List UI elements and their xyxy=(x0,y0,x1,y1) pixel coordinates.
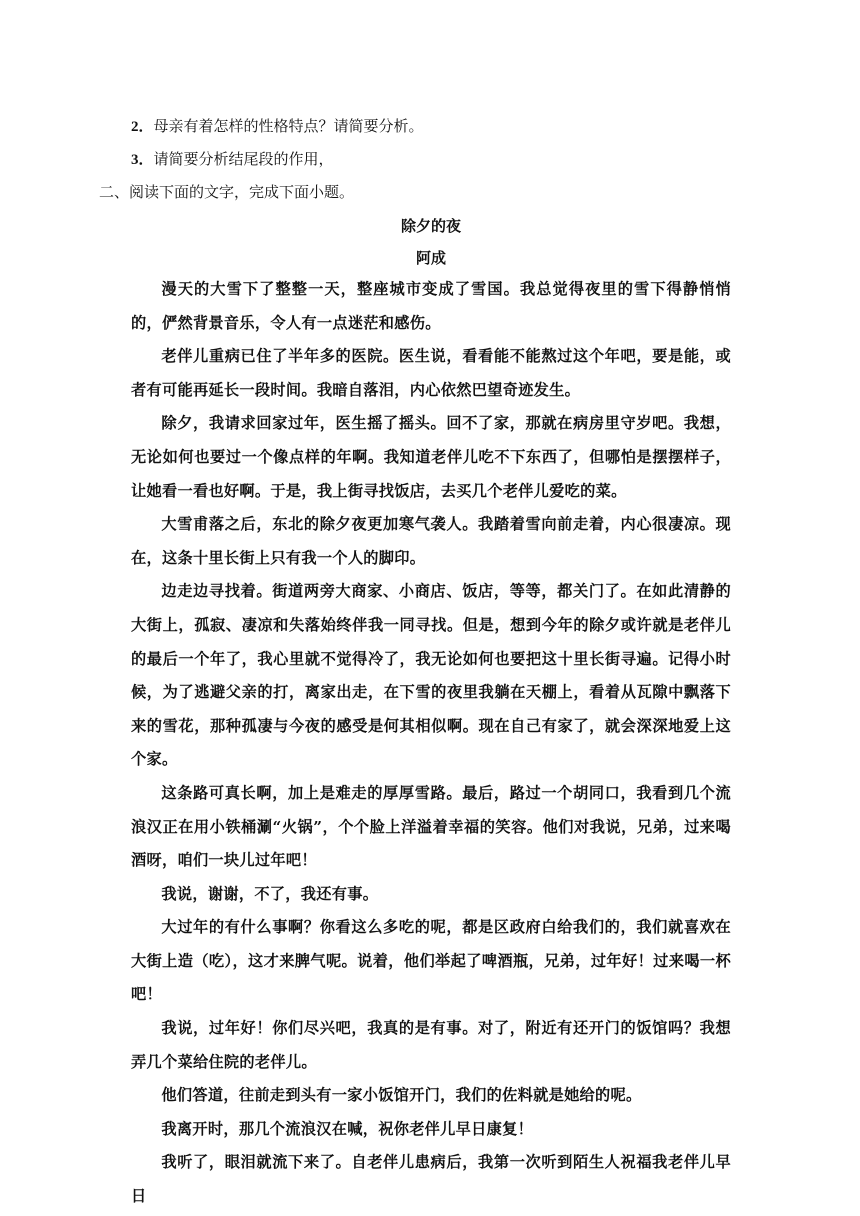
question-3 xyxy=(131,143,731,176)
section-heading: 二、阅读下面的文字，完成下面小题。 xyxy=(99,183,355,201)
question-3-number: 3． xyxy=(131,152,154,168)
article-paragraph-1: 漫天的大雪下了整整一天，整座城市变成了雪国。我总觉得夜里的雪下得静悄悄的，俨然背景音乐，令人有一点迷茫和感伤。 xyxy=(131,280,731,332)
article-paragraph-7: 我说，谢谢，不了，我还有事。 xyxy=(161,884,379,903)
article-paragraph-9: 我说，过年好！你们尽兴吧，我真的是有事。对了，附近有还开门的饭馆吗？我想弄几个菜给住院的老伴儿。 xyxy=(131,1019,731,1071)
article-paragraph-5: 边走边寻找着。街道两旁大商家、小商店、饭店，等等，都关门了。在如此清静的大街上，孤寂、凄凉和失落始终伴我一同寻找。但是，想到今年的除夕或许就是老伴儿的最后一个年了，我心里就不觉得冷了，我无论如何也要把这十里长街寻遍。记得小时候，为了逃避父亲的打，离家出走，在下雪的夜里我躺在天棚上，看着从瓦隙中飘落下来的雪花，那种孤凄与今夜的感受是何其相似啊。现在自己有家了，就会深深地爱上这个家。 xyxy=(131,582,731,769)
article-paragraph-6: 这条路可真长啊，加上是难走的厚厚雪路。最后，路过一个胡同口，我看到几个流浪汉正在用小铁桶涮“火锅”，个个脸上洋溢着幸福的笑容。他们对我说，兄弟，过来喝酒呀，咱们一块儿过年吧！ xyxy=(131,783,731,870)
question-3-text: 请简要分析结尾段的作用， xyxy=(153,150,334,168)
article-paragraph-11: 我离开时，那几个流浪汉在喊，祝你老伴儿早日康复！ xyxy=(161,1119,534,1138)
document-content xyxy=(99,110,731,1214)
article-paragraph-2: 老伴儿重病已住了半年多的医院。医生说，看看能不能熬过这个年吧，要是能，或者有可能再延长一段时间。我暗自落泪，内心依然巴望奇迹发生。 xyxy=(131,347,731,399)
article-paragraph-4: 大雪甫落之后，东北的除夕夜更加寒气袭人。我踏着雪向前走着，内心很凄凉。现在，这条十里长街上只有我一个人的脚印。 xyxy=(131,515,731,567)
article-paragraph-10: 他们答道，往前走到头有一家小饭馆开门，我们的佐料就是她给的呢。 xyxy=(161,1086,642,1105)
question-2 xyxy=(131,110,731,143)
article-paragraph-8: 大过年的有什么事啊？你看这么多吃的呢，都是区政府白给我们的，我们就喜欢在大街上造（吃），这才来脾气呢。说着，他们举起了啤酒瓶，兄弟，过年好！过来喝一杯吧！ xyxy=(131,918,731,1004)
question-2-text: 母亲有着怎样的性格特点？请简要分析。 xyxy=(153,117,424,135)
article-author: 阿成 xyxy=(415,249,446,267)
article-paragraph-12: 我听了，眼泪就流下来了。自老伴儿患病后，我第一次听到陌生人祝福我老伴儿早日 xyxy=(131,1153,731,1206)
article-title: 除夕的夜 xyxy=(400,217,461,235)
article-paragraph-3: 除夕，我请求回家过年，医生摇了摇头。回不了家，那就在病房里守岁吧。我想，无论如何也要过一个像点样的年啊。我知道老伴儿吃不下东西了，但哪怕是摆摆样子，让她看一看也好啊。于是，我上街寻找饭店，去买几个老伴儿爱吃的菜。 xyxy=(131,414,731,500)
question-2-number: 2． xyxy=(131,119,154,135)
